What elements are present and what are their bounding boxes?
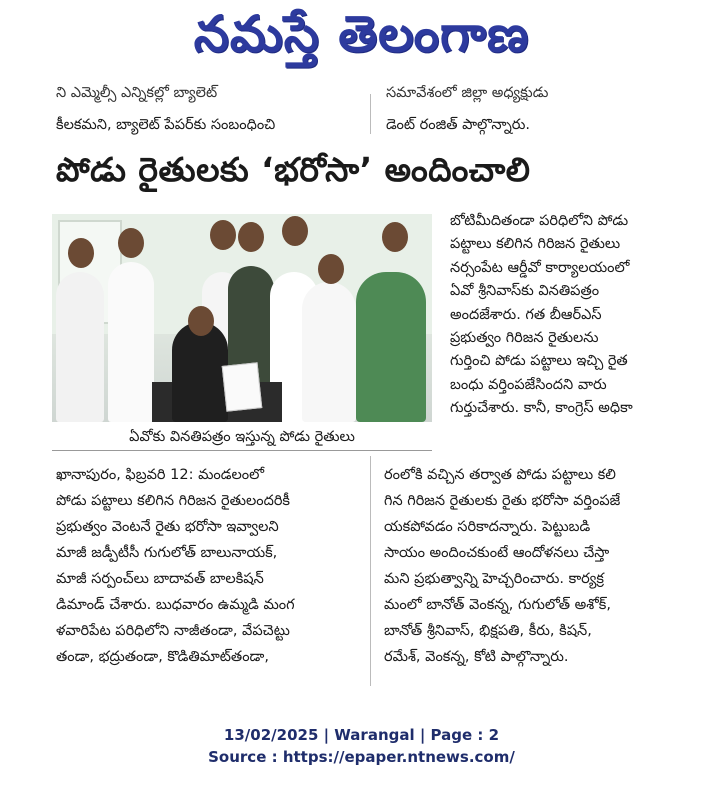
previous-article-fragment: సమావేశంలో జిల్లా అధ్యక్షుడు (386, 85, 549, 101)
text-line: ప్రభుత్వం వెంటనే రైతు భరోసా ఇవ్వాలని (56, 519, 279, 535)
column-divider (370, 94, 371, 134)
photo-caption: ఏవోకు వినతిపత్రం ఇస్తున్న పోడు రైతులు (52, 424, 432, 451)
text-line: పోడు పట్టాలు కలిగిన గిరిజన రైతులందరికీ (56, 493, 290, 509)
previous-article-fragment: కీలకమని, బ్యాలెట్ పేపర్‌కు సంబంధించి (56, 117, 276, 133)
text-line: ప్రభుత్వం గిరిజన రైతులను (450, 330, 599, 347)
text-line: బానోత్ శ్రీనివాస్, భిక్షపతి, కీరు, కిషన్, (384, 623, 592, 639)
text-line: గుర్తుచేశారు. కానీ, కాంగ్రెస్ అధికా (450, 400, 633, 417)
text-line: మాజీ సర్పంచ్‌లు బాదావత్ బాలకిషన్ (56, 571, 264, 587)
text-line: పట్టాలు కలిగిన గిరిజన రైతులు (450, 236, 621, 253)
article-column-lower-left (56, 462, 360, 670)
text-line: తండా, భద్రుతండా, కొడితిమాట్‌తండా, (56, 649, 269, 665)
masthead (0, 0, 723, 80)
text-line: నర్సంపేట ఆర్డీవో కార్యాలయంలో (450, 259, 630, 276)
dateline-text: ఖానాపురం, ఫిబ్రవరి 12: మండలంలో (56, 467, 265, 483)
article-column-lower-right (384, 462, 672, 670)
column-divider (370, 456, 371, 686)
source-link[interactable]: Source : https://epaper.ntnews.com/ (208, 748, 515, 766)
text-line: రంలోకి వచ్చిన తర్వాత పోడు పట్టాలు కలి (384, 467, 616, 483)
previous-article-fragment: ని ఎమ్మెల్సీ ఎన్నికల్లో బ్యాలెట్ (56, 85, 218, 101)
previous-article-fragment: డెంట్ రంజిత్ పాల్గొన్నారు. (386, 117, 531, 133)
text-line: బంధు వర్తింపజేసిందని వారు (450, 376, 607, 393)
article-column-right (450, 210, 672, 421)
article-photo (52, 214, 432, 422)
text-line: మని ప్రభుత్వాన్ని హెచ్చరించారు. కార్యక్ర (384, 571, 604, 587)
text-line: అందజేశారు. గత బీఆర్‌ఎస్ (450, 306, 602, 323)
news-clipping (52, 85, 672, 708)
text-line: మాజీ జడ్పీటీసీ గుగులోత్ బాలునాయక్, (56, 545, 278, 561)
text-line: బోటిమీదితండా పరిధిలోని పోడు (450, 213, 629, 229)
edition-info: 13/02/2025 | Warangal | Page : 2 (223, 726, 500, 744)
text-line: గుర్తించి పోడు పట్టాలు ఇచ్చి రైత (450, 353, 628, 370)
text-line: ళవారిపేట పరిధిలోని నాజీతండా, వేపచెట్టు (56, 623, 290, 639)
text-line: రమేశ్, వెంకన్న, కోటి పాల్గొన్నారు. (384, 649, 569, 665)
newspaper-logo: నమస్తే తెలంగాణ (193, 4, 530, 63)
text-line: ఏవో శ్రీనివాస్‌కు వినతిపత్రం (450, 283, 600, 300)
text-line: సాయం అందించకుంటే ఆందోళనలు చేస్తా (384, 545, 610, 561)
text-line: మంలో బానోత్ వెంకన్న, గుగులోత్ అశోక్, (384, 597, 611, 613)
text-line: డిమాండ్ చేశారు. బుధవారం ఉమ్మడి మంగ (56, 597, 295, 613)
text-line: యకపోవడం సరికాదన్నారు. పెట్టుబడి (384, 519, 591, 535)
article-headline: పోడు రైతులకు ‘భరోసా’ అందించాలి (56, 150, 531, 189)
text-line: గిన గిరిజన రైతులకు రైతు భరోసా వర్తింపజే (384, 493, 621, 509)
